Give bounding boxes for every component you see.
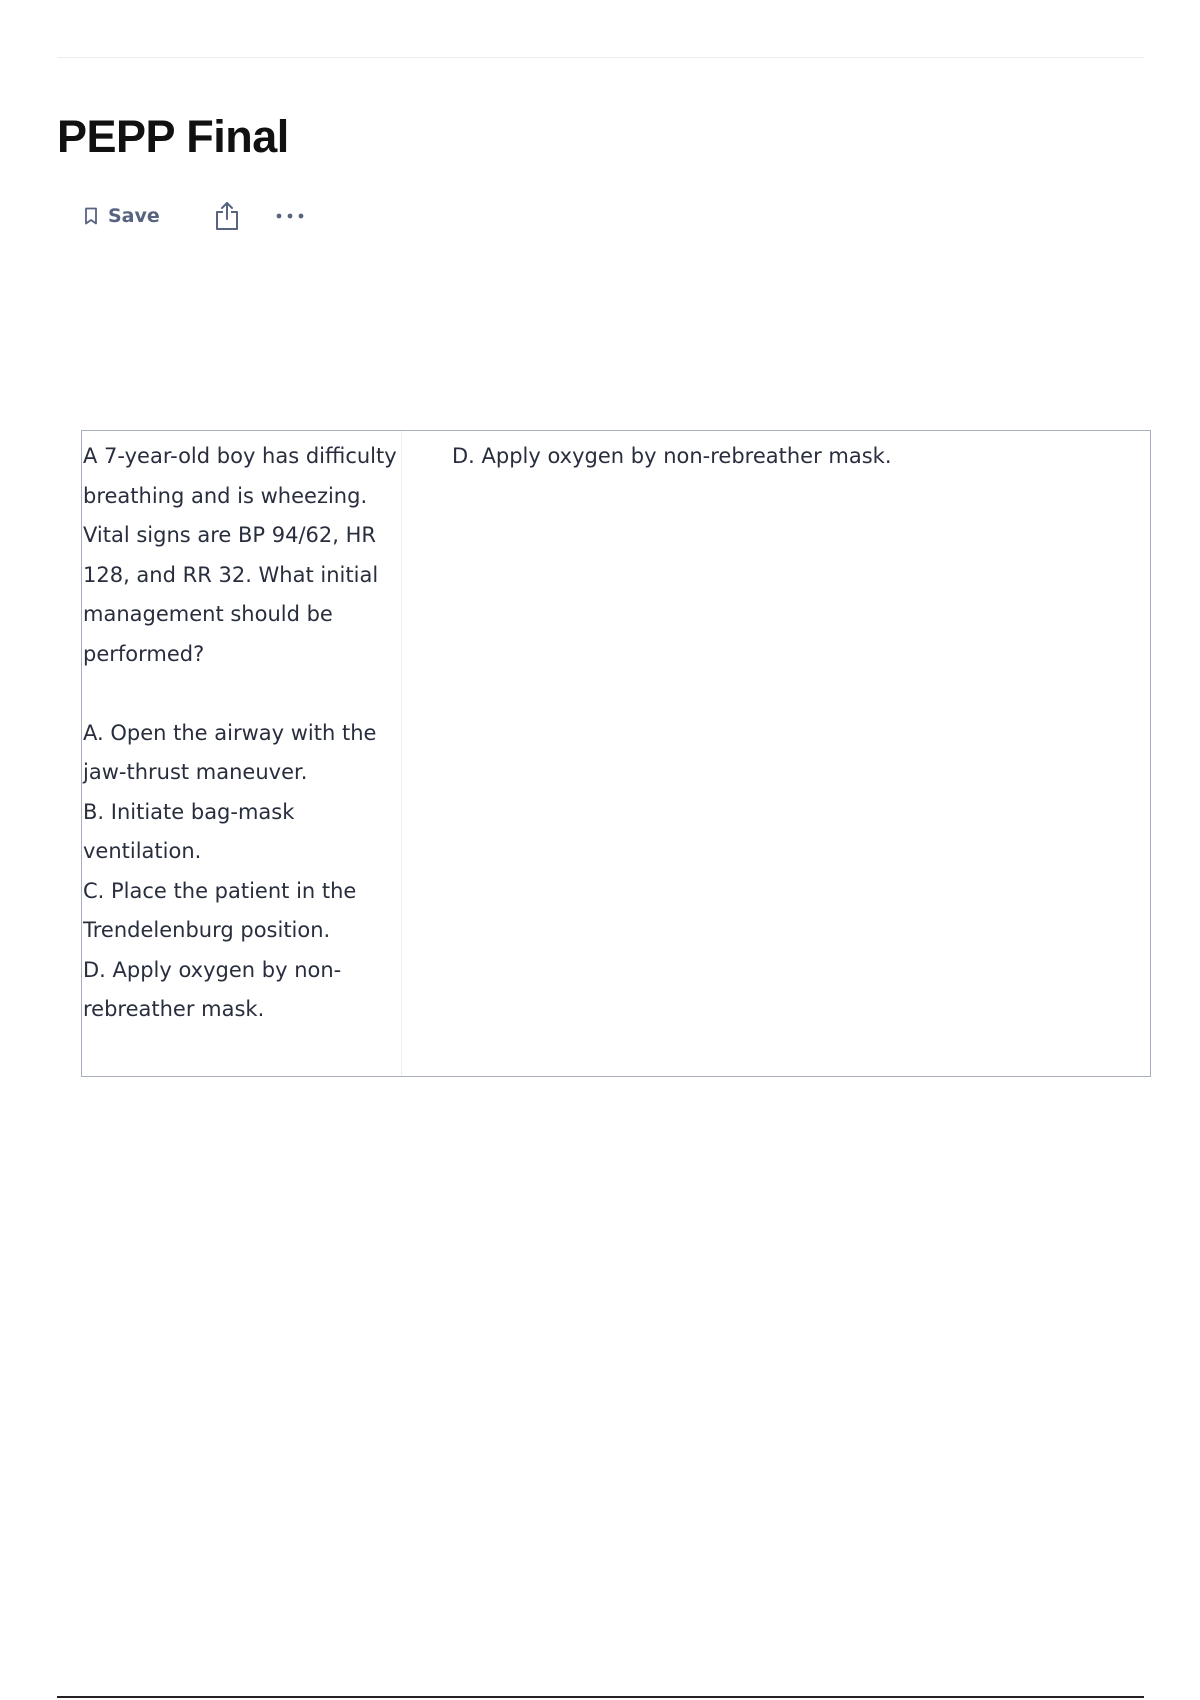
page-title: PEPP Final (57, 111, 289, 162)
bottom-divider (57, 1696, 1144, 1698)
definition-cell: D. Apply oxygen by non-rebreather mask. (452, 444, 892, 468)
more-options-button[interactable] (275, 196, 305, 236)
flashcard-row (81, 430, 1151, 1077)
more-horizontal-icon (275, 212, 305, 220)
save-label: Save (108, 205, 160, 227)
save-button[interactable] (84, 196, 160, 236)
top-divider (57, 57, 1144, 58)
toolbar (84, 196, 305, 236)
bookmark-icon (84, 207, 98, 225)
term-cell: A 7-year-old boy has difficulty breathing and is wheezing. Vital signs are BP 94/62, HR 128, and RR 32. What initial management should be performed? A. Open the airway with the jaw-thrust maneuver. B. Initiate bag-mask ventilation. C. Place the patient in the Trendelenburg position. D. Apply oxygen by non-rebreather mask. (82, 431, 402, 1076)
share-button[interactable] (214, 196, 240, 236)
share-icon (214, 201, 240, 231)
